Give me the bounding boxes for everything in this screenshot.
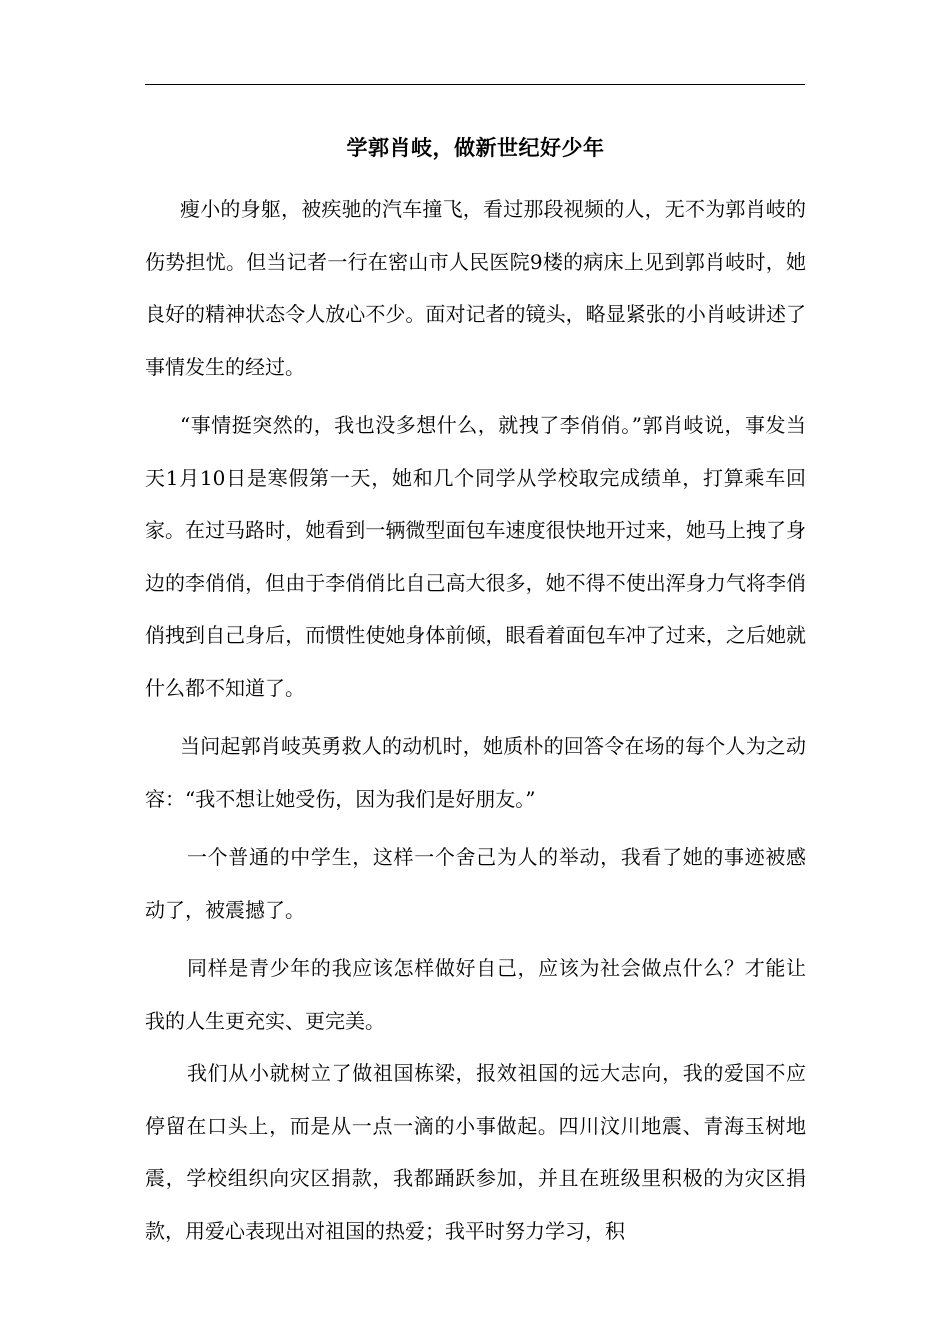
paragraph-1: 瘦小的身躯，被疾驰的汽车撞飞，看过那段视频的人，无不为郭肖岐的伤势担忧。但当记者一行在密山市人民医院9楼的病床上见到郭肖岐时，她良好的精神状态令人放心不少。面对记者的镜头，略显紧张的小肖岐讲述了事情发生的经过。 xyxy=(145,197,806,379)
document-page xyxy=(145,126,806,1257)
header-rule xyxy=(145,84,805,85)
document-title: 学郭肖岐，做新世纪好少年 xyxy=(346,135,605,160)
paragraph-4: 一个普通的中学生，这样一个舍己为人的举动，我看了她的事迹被感动了，被震撼了。 xyxy=(145,845,806,922)
paragraph-6: 我们从小就树立了做祖国栋梁，报效祖国的远大志向，我的爱国不应停留在口头上，而是从一点一滴的小事做起。四川汶川地震、青海玉树地震，学校组织向灾区捐款，我都踊跃参加，并且在班级里积极的为灾区捐款，用爱心表现出对祖国的热爱；我平时努力学习，积 xyxy=(145,1061,806,1243)
paragraph-5: 同样是青少年的我应该怎样做好自己，应该为社会做点什么？才能让我的人生更充实、更完美。 xyxy=(145,956,806,1033)
paragraph-2: “事情挺突然的，我也没多想什么，就拽了李俏俏。”郭肖岐说，事发当天1月10日是寒假第一天，她和几个同学从学校取完成绩单，打算乘车回家。在过马路时，她看到一辆微型面包车速度很快地开过来，她马上拽了身边的李俏俏，但由于李俏俏比自己高大很多，她不得不使出浑身力气将李俏俏拽到自己身后，而惯性使她身体前倾，眼看着面包车冲了过来，之后她就什么都不知道了。 xyxy=(145,413,806,700)
paragraph-3: 当问起郭肖岐英勇救人的动机时，她质朴的回答令在场的每个人为之动容：“我不想让她受伤，因为我们是好朋友。” xyxy=(145,734,806,811)
